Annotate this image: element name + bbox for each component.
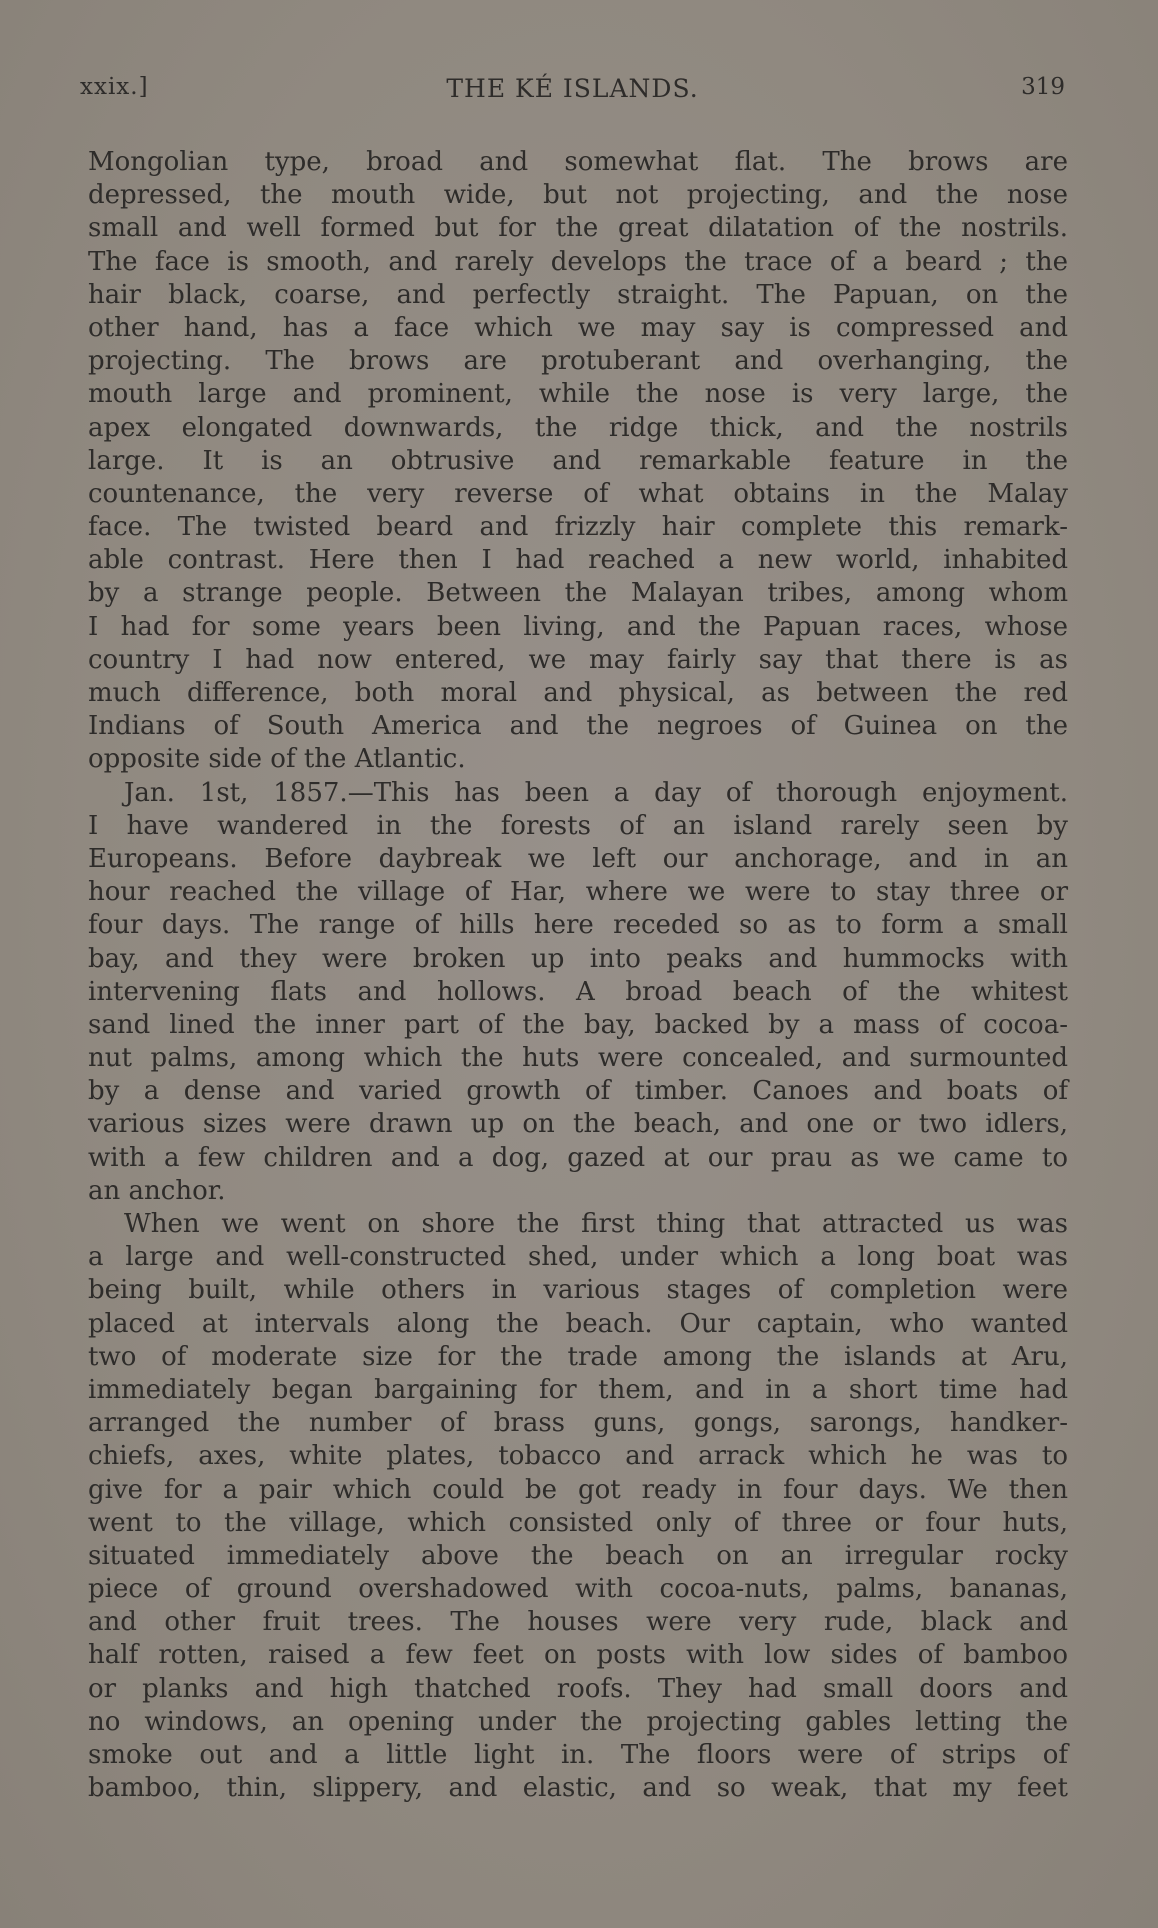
text-line: an anchor.: [88, 1175, 226, 1206]
text-line: opposite side of the Atlantic.: [88, 744, 466, 775]
text-line: a large and well-constructed shed, under which a long boat was: [88, 1242, 1068, 1273]
text-line: four days. The range of hills here receded so as to form a small: [88, 910, 1068, 941]
text-line: arranged the number of brass guns, gongs, sarongs, handker-: [88, 1408, 1068, 1439]
text-line: two of moderate size for the trade among the islands at Aru,: [88, 1341, 1068, 1372]
text-line: went to the village, which consisted only of three or four huts,: [88, 1507, 1068, 1538]
text-line: hair black, coarse, and perfectly straight. The Papuan, on the: [88, 279, 1068, 310]
text-line: able contrast. Here then I had reached a new world, inhabited: [88, 545, 1068, 576]
chapter-number: xxix.]: [80, 74, 149, 100]
text-line: face. The twisted beard and frizzly hair complete this remark-: [88, 512, 1068, 543]
text-line: or planks and high thatched roofs. They had small doors and: [88, 1673, 1068, 1704]
text-line: give for a pair which could be got ready in four days. We then: [88, 1474, 1068, 1505]
text-line: with a few children and a dog, gazed at our prau as we came to: [88, 1142, 1068, 1173]
text-line: countenance, the very reverse of what obtains in the Malay: [88, 478, 1068, 509]
page-number: 319: [1021, 74, 1065, 100]
text-line: I had for some years been living, and the Papuan races, whose: [88, 611, 1068, 642]
text-line: much difference, both moral and physical, as between the red: [88, 678, 1068, 708]
text-line: by a dense and varied growth of timber. Canoes and boats of: [88, 1076, 1068, 1107]
text-line: projecting. The brows are protuberant and overhanging, the: [88, 346, 1068, 377]
text-line: When we went on shore the first thing that attracted us was: [124, 1209, 1068, 1239]
text-line: immediately began bargaining for them, and in a short time had: [88, 1374, 1068, 1405]
text-line: country I had now entered, we may fairly say that there is as: [88, 644, 1068, 675]
text-line: intervening flats and hollows. A broad beach of the whitest: [88, 976, 1068, 1007]
text-line: The face is smooth, and rarely develops the trace of a beard ; the: [88, 246, 1068, 277]
text-line: piece of ground overshadowed with cocoa-nuts, palms, bananas,: [88, 1574, 1068, 1605]
text-line: placed at intervals along the beach. Our captain, who wanted: [88, 1308, 1068, 1339]
text-line: Indians of South America and the negroes of Guinea on the: [88, 711, 1068, 742]
text-line: large. It is an obtrusive and remarkable feature in the: [88, 445, 1068, 476]
text-line: Mongolian type, broad and somewhat flat. The brows are: [88, 147, 1068, 177]
text-line: bay, and they were broken up into peaks and hummocks with: [88, 943, 1068, 974]
text-line: various sizes were drawn up on the beach, and one or two idlers,: [88, 1109, 1068, 1140]
text-line: depressed, the mouth wide, but not projecting, and the nose: [88, 180, 1068, 211]
text-line: hour reached the village of Har, where we were to stay three or: [88, 877, 1068, 908]
text-line: sand lined the inner part of the bay, backed by a mass of cocoa-: [88, 1009, 1068, 1040]
text-line: no windows, an opening under the projecting gables letting the: [88, 1706, 1068, 1737]
text-line: other hand, has a face which we may say is compressed and: [88, 312, 1068, 343]
page-title: THE KÉ ISLANDS.: [446, 74, 699, 103]
text-line: Europeans. Before daybreak we left our anchorage, and in an: [88, 843, 1068, 874]
text-line: apex elongated downwards, the ridge thick, and the nostrils: [88, 412, 1068, 443]
body-text: [88, 146, 1068, 1805]
text-line: Jan. 1st, 1857.—This has been a day of thorough enjoyment.: [124, 777, 1068, 808]
text-line: nut palms, among which the huts were concealed, and surmounted: [88, 1043, 1068, 1074]
running-header: [80, 74, 1065, 114]
text-line: being built, while others in various stages of completion were: [88, 1275, 1068, 1306]
text-line: by a strange people. Between the Malayan tribes, among whom: [88, 578, 1068, 609]
text-line: half rotten, raised a few feet on posts with low sides of bamboo: [88, 1640, 1068, 1671]
text-line: smoke out and a little light in. The floors were of strips of: [88, 1740, 1068, 1770]
text-line: situated immediately above the beach on an irregular rocky: [88, 1540, 1068, 1571]
text-line: bamboo, thin, slippery, and elastic, and so weak, that my feet: [88, 1773, 1068, 1804]
text-line: and other fruit trees. The houses were very rude, black and: [88, 1607, 1068, 1638]
text-line: chiefs, axes, white plates, tobacco and arrack which he was to: [88, 1441, 1068, 1472]
text-line: I have wandered in the forests of an island rarely seen by: [88, 810, 1068, 841]
text-line: mouth large and prominent, while the nose is very large, the: [88, 379, 1068, 410]
text-line: small and well formed but for the great dilatation of the nostrils.: [88, 213, 1068, 244]
